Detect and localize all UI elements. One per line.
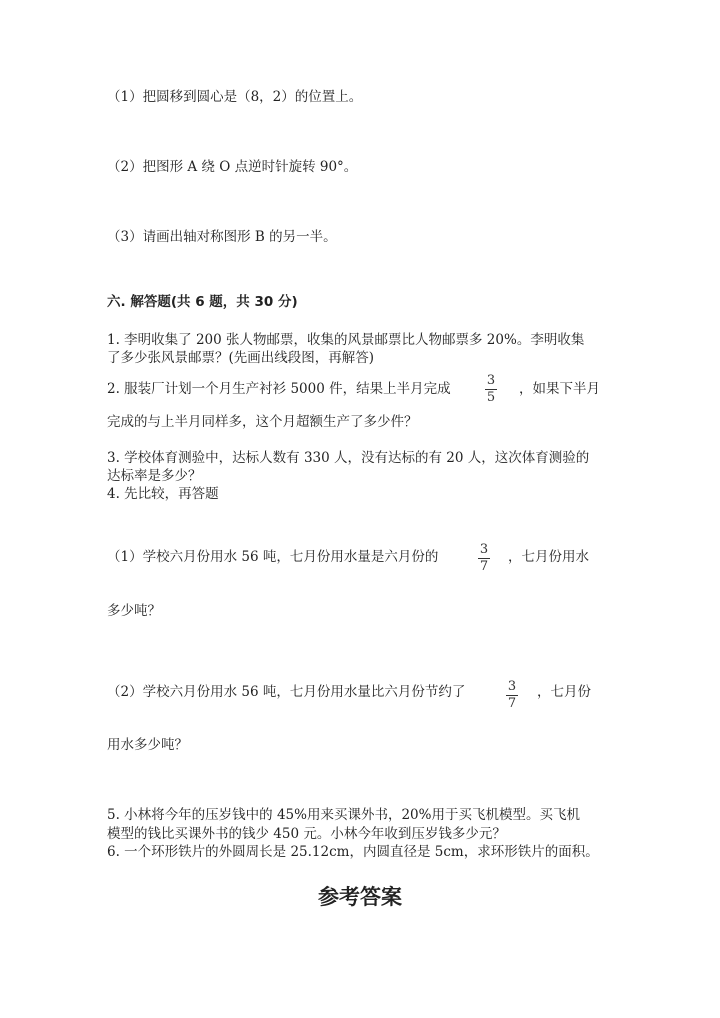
part5-question-2: （2）把图形 A 绕 O 点逆时针旋转 90°。 (107, 159, 358, 175)
problem-4-2-line-1-tail: ，七月份 (537, 684, 591, 700)
problem-4-2-line-1: （2）学校六月份用水 56 吨，七月份用水量比六月份节约了 (107, 684, 466, 700)
problem-5-line-1: 5. 小林将今年的压岁钱中的 45%用来买课外书，20%用于买飞机模型。买飞机 (107, 807, 580, 823)
fraction-numerator: 3 (507, 679, 517, 694)
fraction-denominator: 5 (486, 390, 496, 405)
problem-4-2-line-2: 用水多少吨？ (107, 737, 188, 753)
problem-6: 6. 一个环形铁片的外圆周长是 25.12cm，内圆直径是 5cm，求环形铁片的面积。 (107, 844, 599, 860)
problem-3-line-2: 达标率是多少？ (107, 468, 202, 484)
problem-1-line-1: 1. 李明收集了 200 张人物邮票，收集的风景邮票比人物邮票多 20%。李明收集 (107, 332, 585, 348)
problem-4-1-line-1: （1）学校六月份用水 56 吨，七月份用水量是六月份的 (107, 549, 439, 565)
part5-question-3: （3）请画出轴对称图形 B 的另一半。 (107, 229, 337, 245)
fraction-3-5 (484, 374, 498, 405)
fraction-numerator: 3 (486, 373, 496, 388)
fraction-3-7 (505, 680, 519, 711)
fraction-3-7 (477, 543, 491, 574)
problem-2-line-2: 完成的与上半月同样多，这个月超额生产了多少件？ (107, 414, 418, 430)
problem-3-line-1: 3. 学校体育测验中，达标人数有 330 人，没有达标的有 20 人，这次体育测验的 (107, 450, 590, 466)
answers-heading: 参考答案 (318, 885, 402, 909)
problem-5-line-2: 模型的钱比买课外书的钱少 450 元。小林今年收到压岁钱多少元？ (107, 826, 506, 842)
fraction-numerator: 3 (479, 542, 489, 557)
fraction-denominator: 7 (507, 696, 517, 711)
problem-1-line-2: 了多少张风景邮票？(先画出线段图，再解答) (107, 350, 375, 366)
problem-2-line-1: 2. 服装厂计划一个月生产衬衫 5000 件，结果上半月完成 (107, 381, 451, 397)
problem-4-title: 4. 先比较，再答题 (107, 486, 219, 502)
problem-2-line-1-tail: ，如果下半月 (519, 381, 600, 397)
section-6-title: 六. 解答题(共 6 题，共 30 分) (107, 294, 298, 310)
problem-4-1-line-2: 多少吨？ (107, 603, 161, 619)
problem-4-1-line-1-tail: ，七月份用水 (508, 549, 589, 565)
fraction-denominator: 7 (479, 559, 489, 574)
part5-question-1: （1）把圆移到圆心是（8，2）的位置上。 (107, 89, 363, 105)
